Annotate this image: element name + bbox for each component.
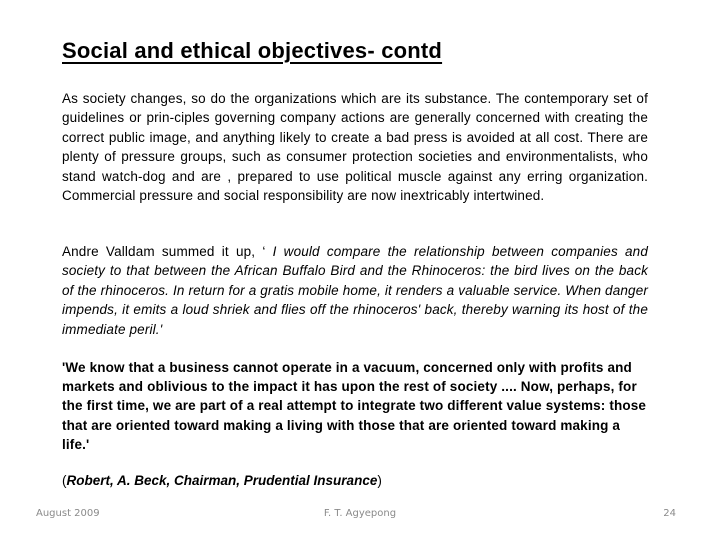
footer-date: August 2009 — [36, 508, 100, 519]
paragraph-society-changes: As society changes, so do the organizations which are its substance. The contemporary set of guidelines or prin-ciples governing company actions are generally concerned with creating the correct public image, and anything likely to create a bad press is avoided at all cost. There are plenty of pressure groups, such as consumer protection societies and environmentalists, who stand watch-dog and are , prepared to use political muscle against any erring organization. Commercial pressure and social responsibility are now inextricably intertwined. — [62, 91, 648, 204]
quote-attribution — [62, 472, 382, 490]
attribution-close-paren: ) — [377, 473, 382, 488]
quote-lead-in: Andre Valldam summed it up, ‘ — [62, 244, 273, 259]
paragraph-valldam-quote — [62, 242, 648, 339]
rhinoceros-quote: I would compare the relationship between companies and society to that between the African Buffalo Bird and the Rhinoceros: the bird lives on the back of the rhinoceros. In return for a gratis mobile home, it renders a valuable service. When danger impends, it emits a loud shriek and flies off the rhinoceros' back, thereby warning its host of the immediate peril.' — [62, 244, 648, 337]
paragraph-business-quote: 'We know that a business cannot operate in a vacuum, concerned only with profits and markets and oblivious to the impact it has upon the rest of society .... Now, perhaps, for the first time, we are part of a real attempt to integrate two different value systems: those that are oriented toward making a living with those that are oriented toward making a life.' — [62, 360, 647, 452]
attribution-name: Robert, A. Beck, Chairman, Prudential Insurance — [66, 473, 378, 488]
footer-author: F. T. Agyepong — [323, 508, 397, 519]
slide-title: Social and ethical objectives- contd — [62, 38, 443, 63]
attribution-open-paren: ( — [62, 473, 67, 488]
footer-page-number: 24 — [663, 508, 676, 519]
